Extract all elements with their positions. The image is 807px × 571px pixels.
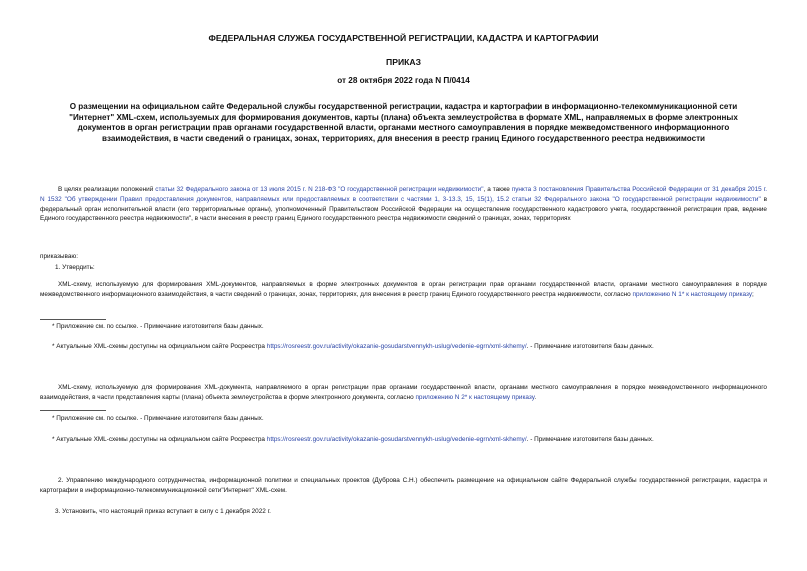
rosreestr-xml-link-1[interactable]: https://rosreestr.gov.ru/activity/okazanie-gosudarstvennykh-uslug/vedenie-egrn/xml-skhemy/ [266, 343, 527, 350]
item-1-label: 1. Утвердить: [55, 264, 95, 271]
agency-title: ФЕДЕРАЛЬНАЯ СЛУЖБА ГОСУДАРСТВЕННОЙ РЕГИСТРАЦИИ, КАДАСТРА И КАРТОГРАФИИ [208, 33, 599, 43]
appendix-1-link[interactable]: приложению N 1* к настоящему приказу [632, 290, 753, 298]
footnote-divider-2 [40, 410, 106, 411]
document-date-number: от 28 октября 2022 года N П/0414 [337, 76, 470, 85]
resolution-1532-link[interactable]: пункта 3 постановления Правительства Российской Федерации от 31 декабря 2015 г. N 1532 "Об утверждении Правил предоставления документов, направляемых или предоставляемых в соответствии с частями 1, 3-13.3, 15, 15(1), 15.2 статьи 32 Федерального закона "О государственной регистрации недвижимости" [40, 186, 767, 203]
schema-1-paragraph [40, 280, 767, 300]
footnote-2b-end: . - Примечание изготовителя базы данных. [526, 436, 654, 443]
footnote-2a: * Приложение см. по ссылке. - Примечание изготовителя базы данных. [52, 415, 264, 422]
order-word: приказываю: [40, 253, 78, 260]
footnote-1a: * Приложение см. по ссылке. - Примечание изготовителя базы данных. [52, 323, 264, 330]
preamble-paragraph [40, 185, 767, 224]
footnote-1b [52, 342, 654, 352]
item-3-paragraph: 3. Установить, что настоящий приказ вступает в силу с 1 декабря 2022 г. [55, 508, 271, 515]
document-subject: О размещении на официальном сайте Федеральной службы государственной регистрации, кадастра и картографии в информационно-телекоммуникационной сети "Интернет" XML-схем, используемых для формирования документов, карты (плана) объекта землеустройства в формате XML, направляемых в форме электронных документов в орган регистрации прав органами государственной власти, органами местного самоуправления в порядке межведомственного информационного взаимодействия, в части сведений о границах, зонах, территориях, для внесения в реестр границ Единого государственного реестра недвижимости [69, 102, 738, 143]
law-218-fz-link[interactable]: статьи 32 Федерального закона от 13 июля 2015 г. N 218-ФЗ "О государственной регистрации недвижимости" [155, 186, 484, 193]
footnote-2b [52, 435, 654, 445]
schema-1-text: XML-схему, используемую для формирования XML-документов, направляемых в форме электронных документов в орган регистрации прав органами государственной власти, органами местного самоуправления в порядке межведомственного информационного взаимодействия, в части сведений о границах, зонах, территориях, для внесения в реестр границ Единого государственного реестра недвижимости, согласно [40, 281, 767, 298]
item-2-paragraph [40, 476, 767, 496]
footnote-divider-1 [40, 319, 106, 320]
preamble-text-2: , а также [483, 186, 512, 193]
schema-2-text: XML-схему, используемую для формирования XML-документа, направляемого в орган регистрации прав органами государственной власти, органами местного самоуправления в порядке межведомственного информационного взаимодействия, в части представления карты (плана) объекта землеустройства в форме электронного документа, согласно [40, 384, 767, 401]
schema-2-paragraph [40, 383, 767, 403]
preamble-text-3: в федеральный орган исполнительной власти (его территориальные органы), уполномоченный Правительством Российской Федерации на осуществление государственного кадастрового учета, государственной регистрации прав, ведение Единого государственного реестра недвижимости", в части внесения в реестр границ Единого государственного реестра недвижимости сведений о границах, зонах, территориях [40, 195, 767, 223]
preamble-text-1: В целях реализации положений [58, 186, 156, 193]
rosreestr-xml-link-2[interactable]: https://rosreestr.gov.ru/activity/okazanie-gosudarstvennykh-uslug/vedenie-egrn/xml-skhemy/ [266, 436, 527, 443]
schema-1-end: ; [752, 290, 754, 298]
footnote-1b-end: . - Примечание изготовителя базы данных. [526, 343, 654, 350]
item-2-text: 2. Управлению международного сотрудничества, информационной политики и специальных проектов (Дуброва С.Н.) обеспечить размещение на официальном сайте Федеральной службы государственной регистрации, кадастра и картографии в информационно-телекоммуникационной сети"Интернет" XML-схем. [40, 477, 767, 494]
schema-2-end: . [534, 393, 537, 401]
footnote-1b-text: * Актуальные XML-схемы доступны на официальном сайте Росреестра [52, 343, 267, 350]
footnote-2b-text: * Актуальные XML-схемы доступны на официальном сайте Росреестра [52, 436, 267, 443]
appendix-2-link[interactable]: приложению N 2* к настоящему приказу [415, 393, 535, 401]
document-type: ПРИКАЗ [386, 57, 421, 67]
